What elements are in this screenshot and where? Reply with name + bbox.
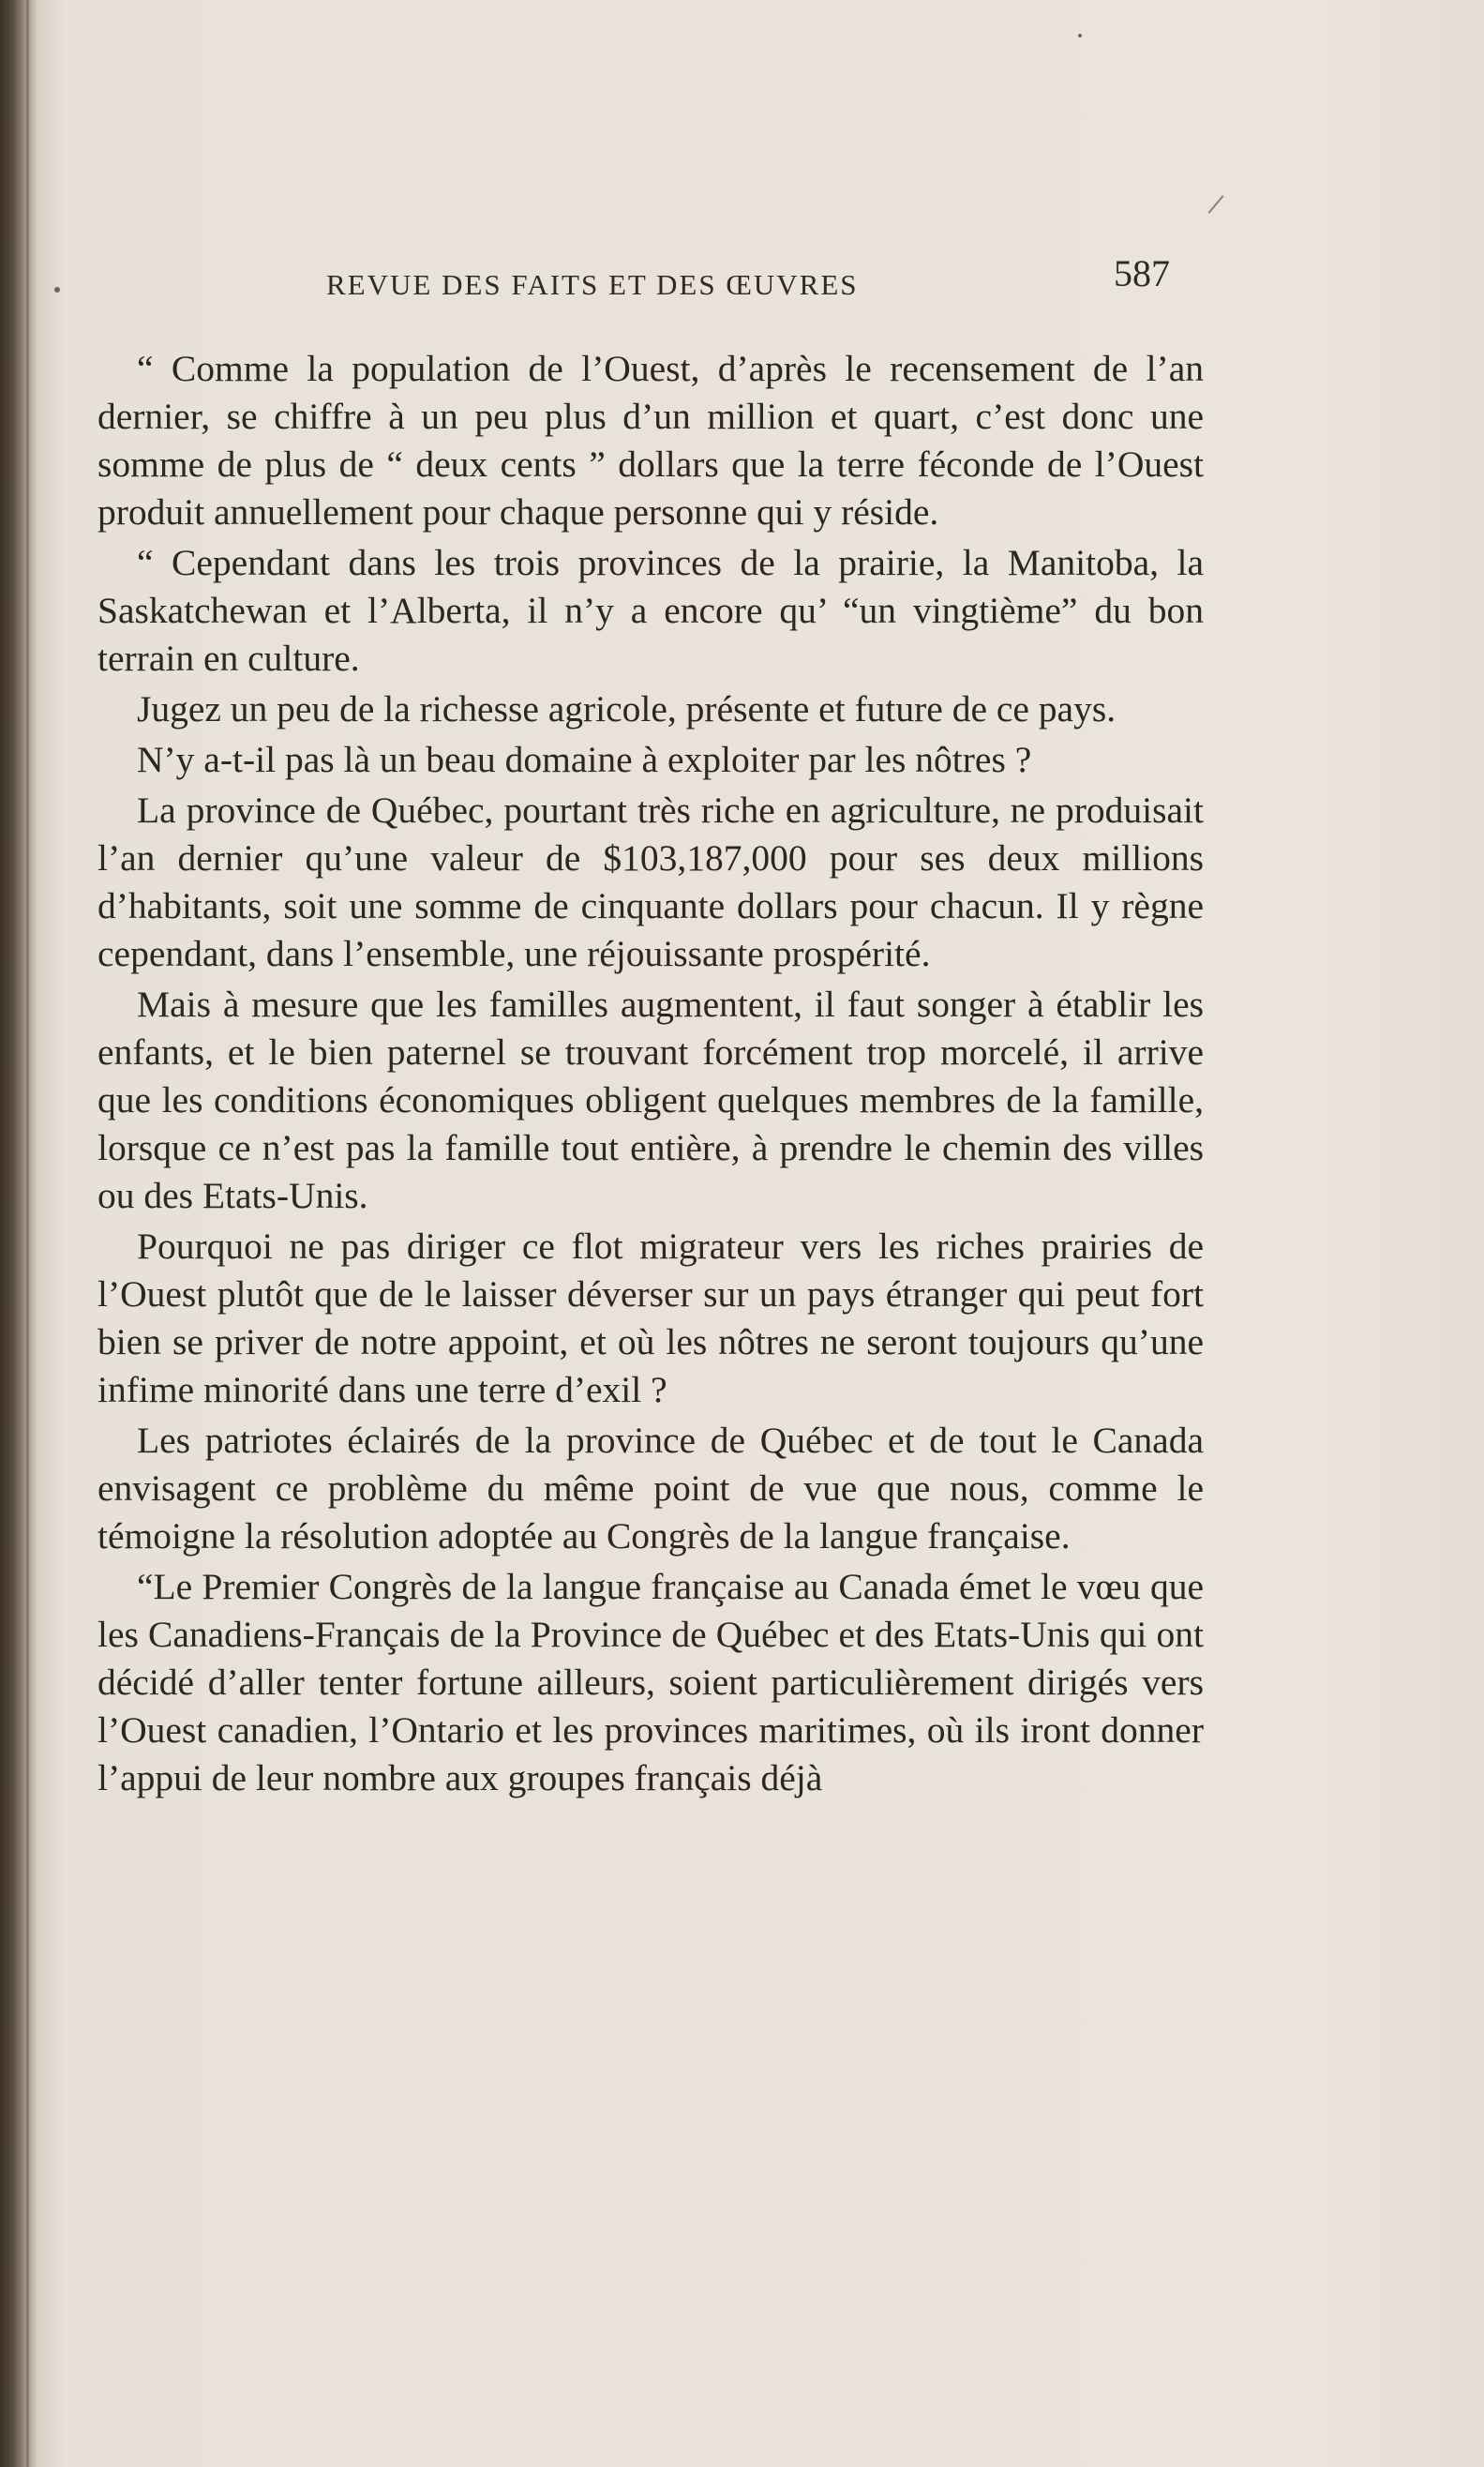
paragraph: “Le Premier Congrès de la langue française au Canada émet le vœu que les Canadiens-Français de la Province de Québec et des Etats-Unis qui ont décidé d’aller tenter fortune ailleurs, soient particulièrement dirigés vers l’Ouest canadien, l’Ontario et les provinces maritimes, où ils iront donner l’appui de leur nombre aux groupes français déjà — [97, 1566, 1204, 1798]
paragraph: “ Cependant dans les trois provinces de la prairie, la Manitoba, la Saskatchewan et l’Alberta, il n’y a encore qu’ “un vingtième” du bon terrain en culture. — [97, 542, 1204, 679]
body-text — [97, 345, 1204, 1805]
speck — [54, 287, 60, 293]
paragraph: Mais à mesure que les familles augmentent, il faut songer à établir les enfants, et le bien paternel se trouvant forcément trop morcelé, il arrive que les conditions économiques obligent quelques membres de la famille, lorsque ce n’est pas la famille tout entière, à prendre le chemin des villes ou des Etats-Unis. — [97, 984, 1204, 1216]
paragraph: N’y a-t-il pas là un beau domaine à exploiter par les nôtres ? — [137, 739, 1032, 780]
page-number: 587 — [1114, 252, 1170, 294]
paragraph: Pourquoi ne pas diriger ce flot migrateur vers les riches prairies de l’Ouest plutôt que de le laisser déverser sur un pays étranger qui peut fort bien se priver de notre appoint, et où les nôtres ne seront toujours qu’une infime minorité dans une terre d’exil ? — [97, 1226, 1204, 1410]
speck — [1078, 34, 1082, 38]
paragraph: “ Comme la population de l’Ouest, d’après le recensement de l’an dernier, se chiffre à un peu plus d’un million et quart, c’est donc une somme de plus de “ deux cents ” dollars que la terre féconde de l’Ouest produit annuellement pour chaque personne qui y réside. — [97, 348, 1204, 533]
margin-mark — [1208, 195, 1224, 214]
paragraph: La province de Québec, pourtant très riche en agriculture, ne produisait l’an dernier qu’une valeur de $103,187,000 pour ses deux millions d’habitants, soit une somme de cinquante dollars pour chacun. Il y règne cependant, dans l’ensemble, une réjouissante prospérité. — [97, 790, 1204, 974]
paragraph: Les patriotes éclairés de la province de Québec et de tout le Canada envisagent ce problème du même point de vue que nous, comme le témoigne la résolution adoptée au Congrès de la langue française. — [97, 1420, 1204, 1557]
page-gutter-edge — [26, 0, 29, 2467]
running-title: REVUE DES FAITS ET DES ŒUVRES — [326, 268, 859, 301]
paragraph: Jugez un peu de la richesse agricole, présente et future de ce pays. — [137, 688, 1117, 730]
